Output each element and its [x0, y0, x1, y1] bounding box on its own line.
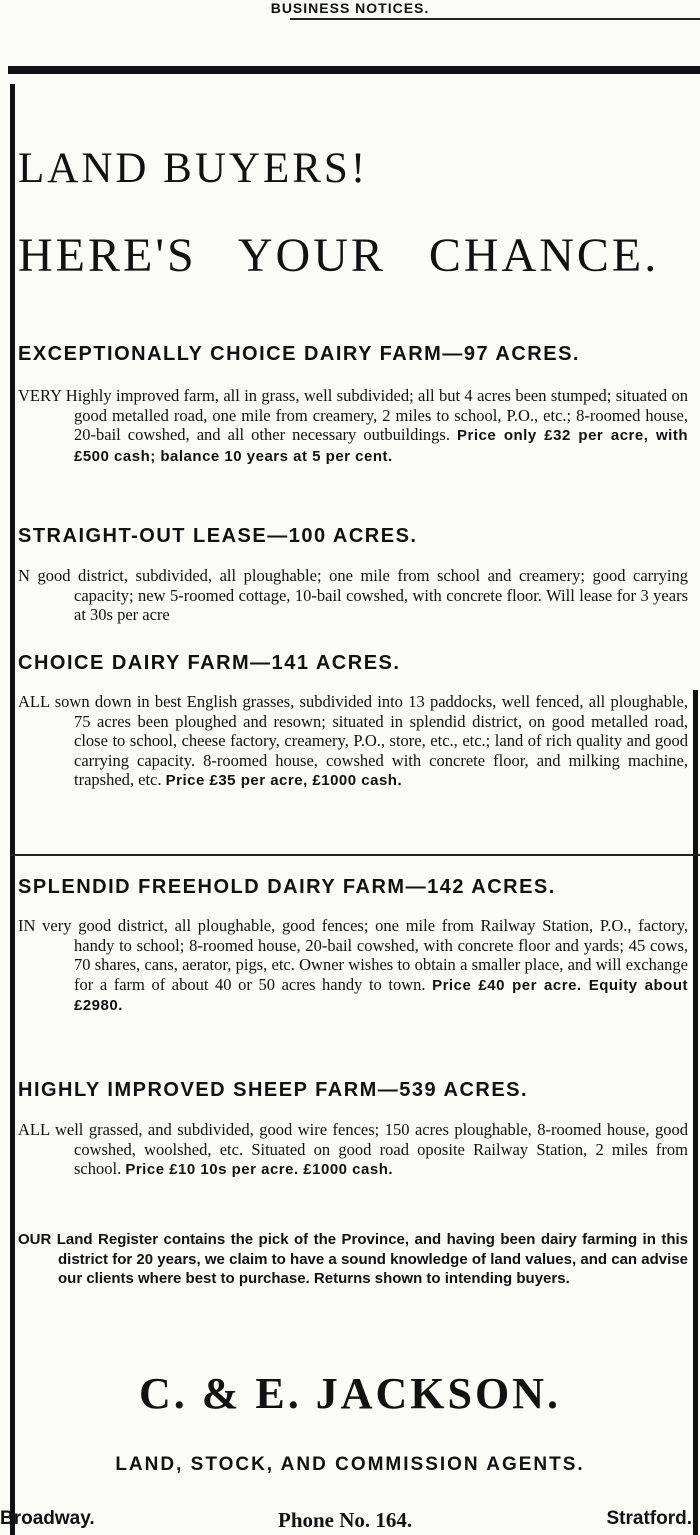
listing-text: good district, subdivided, all ploughable; one mile from school and creamery; good carrying capacity; new 5-roomed cottage, 10-bail cowshed, with concrete floor. Will lease for 3 years at 30s per acre: [29, 566, 688, 624]
listing-title: STRAIGHT-OUT LEASE—100 ACRES.: [18, 525, 418, 547]
listing-lead: VERY: [18, 386, 62, 405]
left-border-rule: [10, 84, 15, 1535]
listing-lead: ALL: [18, 1120, 50, 1139]
listing-price: Price only £32 per acre, with £500 cash; balance 10 years at 5 per cent.: [74, 427, 689, 465]
listing-text: well grassed, and subdivided, good wire fences; 150 acres ploughable, 8-roomed house, good cowshed, woolshed, etc. Situated on good road oposite Railway Station, 2 miles from school.: [49, 1120, 688, 1178]
listing-text: sown down in best English grasses, subdivided into 13 paddocks, well fenced, all ploughable, 75 acres been ploughed and resown; situated in splendid district, on good metalled road, close to school, cheese factory, creamery, P.O., store, etc., etc.; land of rich quality and good carrying capacity. 8-roomed house, cowshed with concrete floor, and milking machine, trapshed, etc.: [49, 692, 688, 789]
listing-body: [18, 692, 688, 791]
middle-rule: [10, 854, 700, 856]
listing-text: very good district, all ploughable, good fences; one mile from Railway Station, P.O., factory, handy to school; 8-roomed house, 20-bail cowshed, with concrete floor and yards; 45 cows, 70 shares, cans, aerator, pigs, etc. Owner wishes to obtain a smaller place, and will exchange for a farm of about 40 or 50 acres handy to town.: [35, 916, 688, 994]
section-header: BUSINESS NOTICES.: [270, 0, 430, 16]
listing-body: [18, 386, 688, 466]
firm-town: Stratford.: [606, 1508, 692, 1529]
listing-body: [18, 1120, 688, 1180]
listing-lead: ALL: [18, 692, 50, 711]
listing-price: Price £10 10s per acre. £1000 cash.: [125, 1161, 394, 1178]
header-rule: [290, 18, 700, 20]
listing-lead: N: [18, 566, 30, 585]
listing-price: Price £35 per acre, £1000 cash.: [165, 772, 403, 789]
listing-title: SPLENDID FREEHOLD DAIRY FARM—142 ACRES.: [18, 876, 556, 898]
listing-title: CHOICE DAIRY FARM—141 ACRES.: [18, 652, 401, 674]
firm-phone: Phone No. 164.: [278, 1508, 413, 1532]
listing-lead: IN: [18, 916, 36, 935]
headline-land-buyers: LAND BUYERS!: [18, 145, 369, 192]
listing-body: [18, 566, 688, 625]
firm-tagline: LAND, STOCK, AND COMMISSION AGENTS.: [115, 1454, 585, 1475]
listing-title: HIGHLY IMPROVED SHEEP FARM—539 ACRES.: [18, 1079, 529, 1101]
listing-text: Highly improved farm, all in grass, well subdivided; all but 4 acres been stumped; situated on good metalled road, one mile from creamery, 2 miles to school, P.O., etc.; 8-roomed house, 20-bail cowshed, and all other necessary outbuildings.: [61, 386, 688, 444]
firm-street: Broadway.: [0, 1508, 95, 1529]
top-thick-rule: [8, 66, 700, 74]
firm-name: C. & E. JACKSON.: [138, 1369, 562, 1418]
listing-body: [18, 916, 688, 1016]
listing-price: Price £40 per acre. Equity about £2980.: [74, 976, 689, 1014]
land-register-note: OUR Land Register contains the pick of the Province, and having been dairy farming in this district for 20 years, we claim to have a sound knowledge of land values, and can advise our clients where best to purchase. Returns shown to intending buyers.: [18, 1231, 688, 1287]
listing-title: EXCEPTIONALLY CHOICE DAIRY FARM—97 ACRES.: [18, 343, 580, 365]
headline-your-chance: HERE'S YOUR CHANCE.: [18, 229, 660, 282]
